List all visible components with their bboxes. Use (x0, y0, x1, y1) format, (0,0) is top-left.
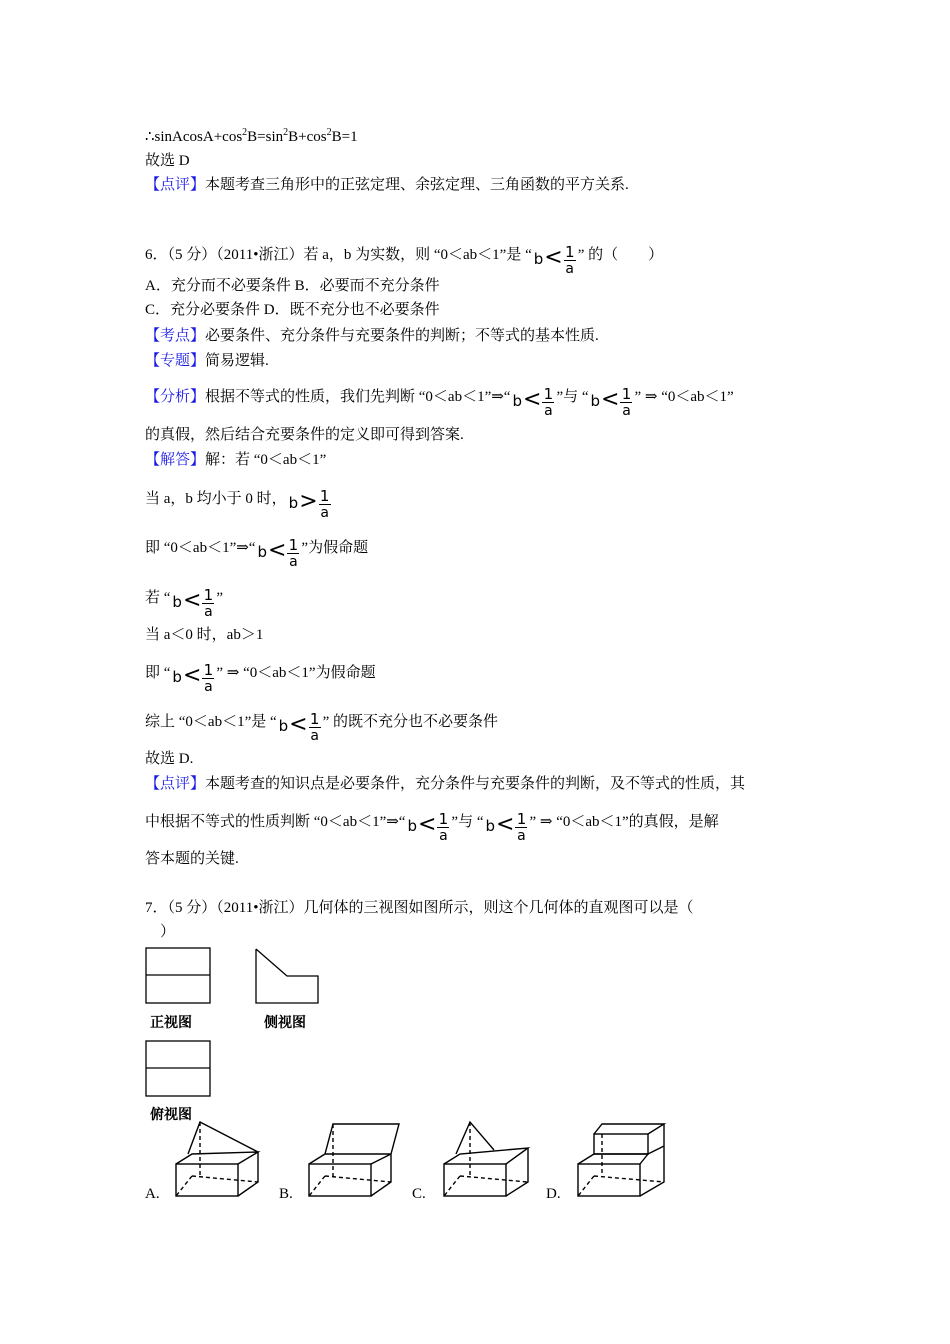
q6-jieda-answer: 故选 D. (145, 751, 194, 767)
frac-num: 1 (564, 243, 575, 261)
solid-a-icon (170, 1120, 270, 1200)
fraction-b-lt-1-over-a (407, 801, 449, 844)
fraction-b-gt-1-over-a (289, 478, 331, 521)
frac-den: a (544, 403, 553, 419)
q6-options-line2: C．充分必要条件 D．既不充分也不必要条件 (145, 302, 440, 318)
frac-stack (564, 244, 576, 277)
option-a-figure[interactable] (170, 1120, 270, 1200)
frac-den: a (204, 604, 213, 620)
q6-jieda-line7 (145, 701, 498, 744)
frac-op: < (601, 386, 620, 412)
option-b-label[interactable]: B. (279, 1186, 293, 1202)
q6-jieda-line1 (145, 450, 326, 470)
solid-b-icon (303, 1120, 403, 1200)
front-view-icon (145, 947, 212, 1005)
q6-jieda-line6 (145, 652, 376, 695)
zhuanti-tag: 【专题】 (145, 353, 206, 369)
frac-lhs: b (590, 391, 601, 410)
equation-part: B=1 (331, 129, 358, 145)
frac-op: < (182, 587, 202, 613)
kaodian-text: 必要条件、充分条件与充要条件的判断；不等式的基本性质. (205, 328, 599, 344)
q6-dianping-line1 (145, 774, 745, 794)
zhuanti-text: 简易逻辑. (205, 353, 269, 369)
fraction-b-lt-1-over-a (279, 701, 321, 744)
top-view-icon (145, 1040, 212, 1098)
exponent: 2 (242, 127, 248, 138)
jieda-text: ” (216, 589, 224, 606)
frac-stack (202, 587, 214, 620)
q6-jieda-line2 (145, 478, 333, 521)
equation-part: B=sin (247, 129, 284, 145)
q6-jieda-line4 (145, 577, 223, 620)
jieda-text: 即 “0＜ab＜1”⇒“ (145, 539, 256, 556)
jieda-text: 当 a，b 均小于 0 时， (145, 490, 287, 507)
frac-op: < (182, 662, 202, 688)
q6-kaodian (145, 326, 599, 346)
front-view-figure (145, 947, 212, 1005)
frac-op: < (496, 811, 515, 837)
frac-num: 1 (543, 385, 554, 403)
prev-answer: 故选 D (145, 153, 190, 169)
front-view-caption: 正视图 (150, 1015, 192, 1031)
frac-num: 1 (309, 710, 320, 728)
frac-lhs: b (172, 592, 182, 611)
option-d-figure[interactable] (572, 1120, 672, 1200)
comment-tag: 【点评】 (145, 177, 206, 193)
frac-den: a (310, 728, 319, 744)
q6-stem (145, 234, 663, 277)
q6-dianping-line3: 答本题的关键. (145, 851, 239, 867)
frac-op: < (544, 244, 563, 270)
fraction-b-lt-1-over-a (534, 234, 576, 277)
jieda-text: ”为假命题 (301, 539, 369, 556)
frac-stack (202, 662, 214, 695)
frac-lhs: b (533, 249, 544, 268)
frac-den: a (565, 261, 575, 277)
dianping-text: 中根据不等式的性质判断 “0＜ab＜1”⇒“ (145, 813, 406, 830)
side-view-figure (255, 947, 321, 1005)
solid-d-icon (572, 1120, 672, 1200)
top-view-caption: 俯视图 (150, 1107, 192, 1123)
frac-op: < (289, 711, 308, 737)
frac-den: a (439, 828, 448, 844)
option-d-label[interactable]: D. (546, 1186, 561, 1202)
top-view-figure (145, 1040, 212, 1098)
frac-lhs: b (288, 493, 299, 512)
comment-text: 本题考查三角形中的正弦定理、余弦定理、三角函数的平方关系. (205, 177, 629, 193)
option-b-figure[interactable] (303, 1120, 403, 1200)
q6-options-line1: A．充分而不必要条件 B．必要而不充分条件 (145, 278, 440, 294)
frac-den: a (622, 403, 631, 419)
frac-num: 1 (203, 586, 214, 604)
fraction-b-lt-1-over-a (591, 376, 633, 419)
q7-stem-line2: ） (160, 924, 176, 940)
q6-jieda-line5: 当 a＜0 时，ab＞1 (145, 627, 264, 643)
fenxi-text: ” ⇒ “0＜ab＜1” (634, 388, 734, 405)
q6-zhuanti (145, 351, 269, 371)
dianping-text: ” ⇒ “0＜ab＜1”的真假，是解 (529, 813, 719, 830)
prev-solution-equation (145, 127, 358, 147)
frac-den: a (204, 679, 213, 695)
frac-op: < (417, 811, 437, 837)
q6-fenxi (145, 376, 734, 419)
frac-lhs: b (512, 391, 522, 410)
frac-stack (287, 537, 299, 570)
jieda-tag: 【解答】 (145, 452, 206, 468)
option-c-figure[interactable] (440, 1120, 540, 1200)
frac-op: < (267, 537, 287, 563)
fenxi-tag: 【分析】 (145, 388, 206, 405)
frac-num: 1 (319, 487, 330, 505)
option-a-label[interactable]: A. (145, 1186, 160, 1202)
fraction-b-lt-1-over-a (512, 376, 554, 419)
frac-stack (319, 488, 331, 521)
side-view-caption: 侧视图 (264, 1015, 306, 1031)
exponent: 2 (283, 127, 289, 138)
frac-lhs: b (172, 667, 182, 686)
frac-num: 1 (203, 661, 214, 679)
frac-num: 1 (516, 810, 527, 828)
frac-lhs: b (485, 816, 496, 835)
dianping-tag: 【点评】 (145, 776, 206, 792)
side-view-icon (255, 947, 321, 1005)
kaodian-tag: 【考点】 (145, 328, 206, 344)
fraction-b-lt-1-over-a (257, 527, 299, 570)
frac-num: 1 (438, 810, 449, 828)
solid-c-icon (440, 1120, 540, 1200)
jieda-text: ” 的既不充分也不必要条件 (322, 713, 499, 730)
jieda-text: 若 “ (145, 589, 171, 606)
frac-op: > (299, 488, 318, 514)
frac-stack (542, 386, 554, 419)
frac-stack (515, 811, 527, 844)
q6-stem-prefix: 6．（5 分）（2011•浙江）若 a，b 为实数，则 “0＜ab＜1”是 “ (145, 246, 532, 263)
prev-comment (145, 175, 629, 195)
frac-num: 1 (288, 536, 299, 554)
frac-num: 1 (621, 385, 632, 403)
equation-part: B+cos (288, 129, 327, 145)
q6-jieda-line3 (145, 527, 368, 570)
frac-op: < (523, 386, 542, 412)
q6-fenxi-line2: 的真假，然后结合充要条件的定义即可得到答案. (145, 427, 464, 443)
frac-lhs: b (278, 716, 289, 735)
fenxi-text: ”与 “ (556, 388, 589, 405)
frac-stack (620, 386, 632, 419)
frac-den: a (320, 505, 329, 521)
jieda-text: 解：若 “0＜ab＜1” (205, 452, 327, 468)
jieda-text: 综上 “0＜ab＜1”是 “ (145, 713, 277, 730)
q6-stem-suffix: ” 的（ ） (577, 246, 664, 263)
frac-stack (309, 711, 321, 744)
dianping-text: 本题考查的知识点是必要条件，充分条件与充要条件的判断，及不等式的性质，其 (205, 776, 746, 792)
jieda-text: ” ⇒ “0＜ab＜1”为假命题 (216, 664, 376, 681)
fraction-b-lt-1-over-a (486, 801, 528, 844)
dianping-text: ”与 “ (451, 813, 484, 830)
frac-den: a (517, 828, 526, 844)
equation-part: ∴sinAcosA+cos (145, 129, 243, 145)
q7-stem-line1: 7．（5 分）（2011•浙江）几何体的三视图如图所示，则这个几何体的直观图可以是（ (145, 900, 694, 916)
exponent: 2 (326, 127, 332, 138)
frac-stack (437, 811, 449, 844)
fraction-b-lt-1-over-a (172, 577, 214, 620)
q6-dianping-line2 (145, 801, 719, 844)
fenxi-text: 根据不等式的性质，我们先判断 “0＜ab＜1”⇒“ (205, 388, 511, 405)
fraction-b-lt-1-over-a (172, 652, 214, 695)
jieda-text: 即 “ (145, 664, 171, 681)
frac-den: a (289, 554, 298, 570)
option-c-label[interactable]: C. (412, 1186, 426, 1202)
frac-lhs: b (257, 542, 267, 561)
frac-lhs: b (407, 816, 417, 835)
